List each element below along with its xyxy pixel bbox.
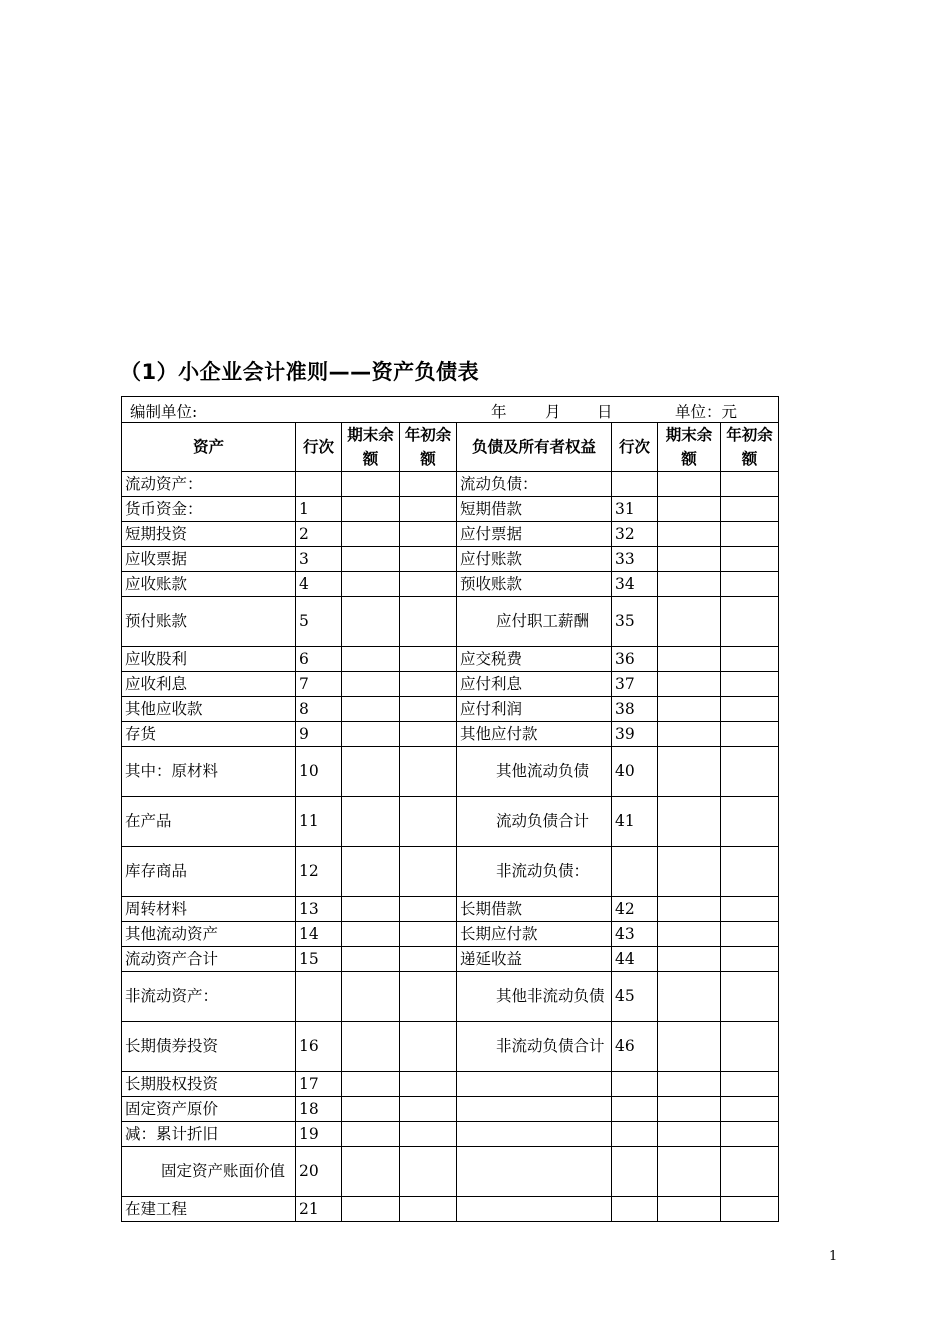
liability-end-balance-cell <box>658 1072 721 1097</box>
asset-begin-balance-cell <box>400 697 457 722</box>
asset-name-cell: 其他应收款 <box>122 697 296 722</box>
asset-name-cell: 应收股利 <box>122 647 296 672</box>
asset-begin-balance-cell <box>400 647 457 672</box>
liability-begin-balance-cell <box>721 497 779 522</box>
liability-name-cell: 流动负债： <box>457 472 612 497</box>
table-row <box>122 1097 779 1122</box>
asset-begin-balance-cell <box>400 547 457 572</box>
liability-begin-balance-cell <box>721 672 779 697</box>
asset-begin-balance-cell <box>400 472 457 497</box>
asset-row-no-cell: 12 <box>296 847 342 897</box>
liability-row-no-cell: 39 <box>612 722 658 747</box>
asset-name-cell: 长期债券投资 <box>122 1022 296 1072</box>
asset-begin-balance-cell <box>400 672 457 697</box>
liability-begin-balance-cell <box>721 697 779 722</box>
asset-end-balance-cell <box>342 497 400 522</box>
asset-row-no-cell: 21 <box>296 1197 342 1222</box>
liability-row-no-cell <box>612 1122 658 1147</box>
liability-end-balance-cell <box>658 1197 721 1222</box>
liability-end-balance-cell <box>658 647 721 672</box>
liability-end-balance-cell <box>658 697 721 722</box>
asset-end-balance-cell <box>342 1197 400 1222</box>
asset-row-no-cell: 16 <box>296 1022 342 1072</box>
asset-end-balance-cell <box>342 922 400 947</box>
liability-row-no-cell: 33 <box>612 547 658 572</box>
asset-end-balance-cell <box>342 522 400 547</box>
asset-begin-balance-cell <box>400 847 457 897</box>
asset-end-balance-cell <box>342 647 400 672</box>
asset-row-no-cell: 17 <box>296 1072 342 1097</box>
page-number: 1 <box>829 1249 838 1264</box>
asset-row-no-cell: 4 <box>296 572 342 597</box>
balance-sheet-table <box>121 396 779 1222</box>
liability-row-no-cell <box>612 847 658 897</box>
unit-label: 单位：元 <box>675 403 738 421</box>
liability-name-cell: 应交税费 <box>457 647 612 672</box>
asset-name-cell: 其中：原材料 <box>122 747 296 797</box>
asset-end-balance-cell <box>342 1147 400 1197</box>
liability-name-cell: 长期借款 <box>457 897 612 922</box>
asset-end-balance-cell <box>342 472 400 497</box>
liability-end-balance-cell <box>658 472 721 497</box>
liability-row-no-cell: 41 <box>612 797 658 847</box>
table-row <box>122 947 779 972</box>
asset-begin-balance-cell <box>400 947 457 972</box>
asset-row-no-cell: 18 <box>296 1097 342 1122</box>
table-row <box>122 597 779 647</box>
asset-name-cell: 流动资产： <box>122 472 296 497</box>
liability-end-balance-cell <box>658 797 721 847</box>
liability-begin-balance-cell <box>721 1122 779 1147</box>
asset-row-no-cell: 7 <box>296 672 342 697</box>
asset-name-cell: 长期股权投资 <box>122 1072 296 1097</box>
asset-begin-balance-cell <box>400 972 457 1022</box>
liability-begin-balance-cell <box>721 522 779 547</box>
liability-begin-balance-cell <box>721 922 779 947</box>
liability-name-cell: 应付职工薪酬 <box>457 597 612 647</box>
col-row-no-2: 行次 <box>612 423 658 472</box>
table-row <box>122 547 779 572</box>
table-row <box>122 697 779 722</box>
asset-name-cell: 在建工程 <box>122 1197 296 1222</box>
liability-begin-balance-cell <box>721 1022 779 1072</box>
liability-name-cell: 递延收益 <box>457 947 612 972</box>
liability-row-no-cell <box>612 1072 658 1097</box>
asset-row-no-cell: 6 <box>296 647 342 672</box>
asset-name-cell: 其他流动资产 <box>122 922 296 947</box>
asset-row-no-cell: 20 <box>296 1147 342 1197</box>
liability-row-no-cell: 35 <box>612 597 658 647</box>
asset-begin-balance-cell <box>400 897 457 922</box>
liability-row-no-cell: 36 <box>612 647 658 672</box>
table-row <box>122 472 779 497</box>
liability-name-cell: 其他流动负债 <box>457 747 612 797</box>
liability-end-balance-cell <box>658 897 721 922</box>
asset-name-cell: 流动资产合计 <box>122 947 296 972</box>
col-end-balance: 期末余额 <box>342 423 400 472</box>
asset-name-cell: 非流动资产： <box>122 972 296 1022</box>
liability-begin-balance-cell <box>721 1072 779 1097</box>
table-row <box>122 647 779 672</box>
liability-end-balance-cell <box>658 497 721 522</box>
liability-name-cell: 应付利润 <box>457 697 612 722</box>
asset-begin-balance-cell <box>400 922 457 947</box>
asset-begin-balance-cell <box>400 572 457 597</box>
asset-end-balance-cell <box>342 947 400 972</box>
liability-row-no-cell <box>612 1197 658 1222</box>
liability-begin-balance-cell <box>721 972 779 1022</box>
liability-row-no-cell: 31 <box>612 497 658 522</box>
liability-begin-balance-cell <box>721 572 779 597</box>
table-row <box>122 922 779 947</box>
asset-name-cell: 存货 <box>122 722 296 747</box>
liability-name-cell: 应付账款 <box>457 547 612 572</box>
liability-row-no-cell: 46 <box>612 1022 658 1072</box>
liability-begin-balance-cell <box>721 797 779 847</box>
asset-end-balance-cell <box>342 1022 400 1072</box>
asset-end-balance-cell <box>342 1097 400 1122</box>
asset-end-balance-cell <box>342 697 400 722</box>
liability-begin-balance-cell <box>721 1147 779 1197</box>
liability-name-cell: 应付票据 <box>457 522 612 547</box>
table-row <box>122 522 779 547</box>
asset-end-balance-cell <box>342 847 400 897</box>
asset-begin-balance-cell <box>400 597 457 647</box>
liability-begin-balance-cell <box>721 547 779 572</box>
liability-row-no-cell: 42 <box>612 897 658 922</box>
asset-end-balance-cell <box>342 572 400 597</box>
liability-end-balance-cell <box>658 747 721 797</box>
table-row <box>122 847 779 897</box>
asset-row-no-cell: 3 <box>296 547 342 572</box>
asset-begin-balance-cell <box>400 1097 457 1122</box>
table-row <box>122 1122 779 1147</box>
liability-row-no-cell: 32 <box>612 522 658 547</box>
column-header-row <box>122 423 779 472</box>
day-label: 日 <box>597 403 613 421</box>
liability-name-cell: 非流动负债： <box>457 847 612 897</box>
asset-end-balance-cell <box>342 672 400 697</box>
col-begin-balance: 年初余额 <box>400 423 457 472</box>
asset-begin-balance-cell <box>400 1122 457 1147</box>
asset-row-no-cell: 8 <box>296 697 342 722</box>
asset-end-balance-cell <box>342 797 400 847</box>
liability-end-balance-cell <box>658 547 721 572</box>
liability-end-balance-cell <box>658 672 721 697</box>
liability-end-balance-cell <box>658 922 721 947</box>
col-begin-balance-2: 年初余额 <box>721 423 779 472</box>
liability-begin-balance-cell <box>721 472 779 497</box>
table-row <box>122 1197 779 1222</box>
asset-begin-balance-cell <box>400 797 457 847</box>
liability-end-balance-cell <box>658 572 721 597</box>
table-row <box>122 722 779 747</box>
liability-begin-balance-cell <box>721 897 779 922</box>
liability-begin-balance-cell <box>721 722 779 747</box>
liability-row-no-cell: 45 <box>612 972 658 1022</box>
liability-name-cell: 预收账款 <box>457 572 612 597</box>
liability-name-cell: 流动负债合计 <box>457 797 612 847</box>
asset-end-balance-cell <box>342 972 400 1022</box>
asset-name-cell: 减：累计折旧 <box>122 1122 296 1147</box>
asset-name-cell: 周转材料 <box>122 897 296 922</box>
asset-name-cell: 应收账款 <box>122 572 296 597</box>
header-info-cell <box>122 397 779 423</box>
col-end-balance-2: 期末余额 <box>658 423 721 472</box>
liability-name-cell <box>457 1122 612 1147</box>
table-row <box>122 897 779 922</box>
asset-name-cell: 短期投资 <box>122 522 296 547</box>
asset-name-cell: 在产品 <box>122 797 296 847</box>
liability-begin-balance-cell <box>721 947 779 972</box>
asset-end-balance-cell <box>342 722 400 747</box>
liability-begin-balance-cell <box>721 1097 779 1122</box>
page-title: （1）小企业会计准则——资产负债表 <box>120 360 480 384</box>
asset-end-balance-cell <box>342 897 400 922</box>
liability-begin-balance-cell <box>721 1197 779 1222</box>
header-info-row <box>122 397 779 423</box>
table-row <box>122 1147 779 1197</box>
table-row <box>122 672 779 697</box>
asset-begin-balance-cell <box>400 722 457 747</box>
liability-name-cell: 其他应付款 <box>457 722 612 747</box>
col-liability: 负债及所有者权益 <box>457 423 612 472</box>
asset-row-no-cell: 13 <box>296 897 342 922</box>
liability-end-balance-cell <box>658 1022 721 1072</box>
year-label: 年 <box>491 403 507 421</box>
liability-row-no-cell: 43 <box>612 922 658 947</box>
liability-end-balance-cell <box>658 1147 721 1197</box>
liability-begin-balance-cell <box>721 647 779 672</box>
table-row <box>122 747 779 797</box>
asset-name-cell: 货币资金： <box>122 497 296 522</box>
liability-end-balance-cell <box>658 1097 721 1122</box>
liability-row-no-cell: 37 <box>612 672 658 697</box>
liability-row-no-cell <box>612 1147 658 1197</box>
liability-name-cell: 其他非流动负债 <box>457 972 612 1022</box>
liability-name-cell <box>457 1072 612 1097</box>
asset-row-no-cell: 15 <box>296 947 342 972</box>
liability-end-balance-cell <box>658 722 721 747</box>
asset-row-no-cell <box>296 972 342 1022</box>
asset-name-cell: 应收票据 <box>122 547 296 572</box>
table-row <box>122 572 779 597</box>
liability-begin-balance-cell <box>721 847 779 897</box>
asset-end-balance-cell <box>342 747 400 797</box>
asset-end-balance-cell <box>342 1122 400 1147</box>
asset-row-no-cell <box>296 472 342 497</box>
liability-name-cell: 短期借款 <box>457 497 612 522</box>
liability-end-balance-cell <box>658 597 721 647</box>
liability-row-no-cell <box>612 1097 658 1122</box>
liability-name-cell <box>457 1147 612 1197</box>
liability-begin-balance-cell <box>721 597 779 647</box>
liability-row-no-cell: 38 <box>612 697 658 722</box>
asset-row-no-cell: 10 <box>296 747 342 797</box>
liability-name-cell: 长期应付款 <box>457 922 612 947</box>
asset-row-no-cell: 5 <box>296 597 342 647</box>
asset-end-balance-cell <box>342 547 400 572</box>
asset-begin-balance-cell <box>400 497 457 522</box>
asset-begin-balance-cell <box>400 1197 457 1222</box>
asset-row-no-cell: 2 <box>296 522 342 547</box>
asset-begin-balance-cell <box>400 1022 457 1072</box>
liability-row-no-cell: 40 <box>612 747 658 797</box>
asset-row-no-cell: 11 <box>296 797 342 847</box>
liability-end-balance-cell <box>658 522 721 547</box>
liability-name-cell <box>457 1197 612 1222</box>
liability-name-cell <box>457 1097 612 1122</box>
table-row <box>122 972 779 1022</box>
table-row <box>122 797 779 847</box>
table-row <box>122 497 779 522</box>
asset-end-balance-cell <box>342 597 400 647</box>
table-row <box>122 1022 779 1072</box>
table-row <box>122 1072 779 1097</box>
asset-begin-balance-cell <box>400 1147 457 1197</box>
asset-begin-balance-cell <box>400 1072 457 1097</box>
asset-name-cell: 应收利息 <box>122 672 296 697</box>
asset-name-cell: 库存商品 <box>122 847 296 897</box>
liability-end-balance-cell <box>658 947 721 972</box>
asset-row-no-cell: 19 <box>296 1122 342 1147</box>
col-row-no: 行次 <box>296 423 342 472</box>
asset-row-no-cell: 1 <box>296 497 342 522</box>
liability-name-cell: 应付利息 <box>457 672 612 697</box>
asset-name-cell: 固定资产账面价值 <box>122 1147 296 1197</box>
month-label: 月 <box>545 403 561 421</box>
liability-end-balance-cell <box>658 972 721 1022</box>
liability-row-no-cell: 44 <box>612 947 658 972</box>
asset-name-cell: 预付账款 <box>122 597 296 647</box>
liability-end-balance-cell <box>658 847 721 897</box>
liability-row-no-cell <box>612 472 658 497</box>
asset-begin-balance-cell <box>400 522 457 547</box>
asset-row-no-cell: 9 <box>296 722 342 747</box>
asset-end-balance-cell <box>342 1072 400 1097</box>
liability-name-cell: 非流动负债合计 <box>457 1022 612 1072</box>
asset-row-no-cell: 14 <box>296 922 342 947</box>
asset-begin-balance-cell <box>400 747 457 797</box>
col-asset: 资产 <box>122 423 296 472</box>
liability-end-balance-cell <box>658 1122 721 1147</box>
compiler-label: 编制单位: <box>130 403 198 421</box>
liability-row-no-cell: 34 <box>612 572 658 597</box>
asset-name-cell: 固定资产原价 <box>122 1097 296 1122</box>
liability-begin-balance-cell <box>721 747 779 797</box>
